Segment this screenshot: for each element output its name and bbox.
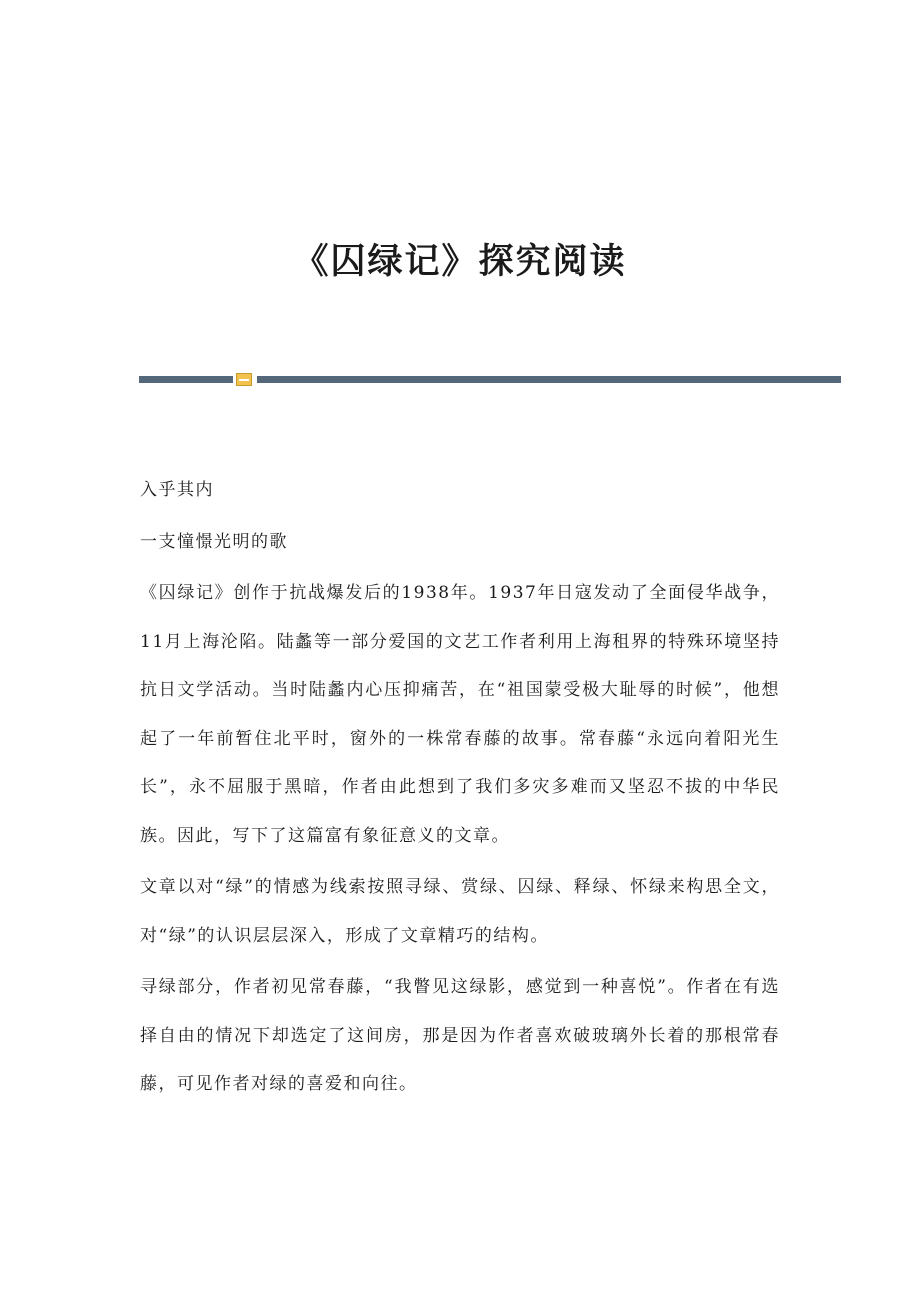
document-body [140, 466, 780, 1112]
section-heading: 入乎其内 [140, 480, 214, 500]
paragraph-3: 寻绿部分，作者初见常春藤，“我瞥见这绿影，感觉到一种喜悦”。作者在有选择自由的情况下却选定了这间房，那是因为作者喜欢破玻璃外长着的那根常春藤，可见作者对绿的喜爱和向往。 [140, 977, 780, 1094]
paragraph-2: 文章以对“绿”的情感为线索按照寻绿、赏绿、囚绿、释绿、怀绿来构思全文，对“绿”的认识层层深入，形成了文章精巧的结构。 [140, 877, 780, 946]
divider-bar-left [139, 376, 233, 383]
paragraph-1: 《囚绿记》创作于抗战爆发后的1938年。1937年日寇发动了全面侵华战争，11月上海沦陷。陆蠡等一部分爱国的文艺工作者利用上海租界的特殊环境坚持抗日文学活动。当时陆蠡内心压抑痛苦，在“祖国蒙受极大耻辱的时候”，他想起了一年前暂住北平时，窗外的一株常春藤的故事。常春藤“永远向着阳光生长”，永不屈服于黑暗，作者由此想到了我们多灾多难而又坚忍不拔的中华民族。因此，写下了这篇富有象征意义的文章。 [140, 583, 780, 846]
document-title: 《囚绿记》探究阅读 [293, 241, 627, 283]
divider-bar-right [257, 376, 841, 383]
sub-heading: 一支憧憬光明的歌 [140, 531, 288, 552]
title-divider [139, 373, 841, 387]
divider-ornament-icon [236, 373, 252, 386]
